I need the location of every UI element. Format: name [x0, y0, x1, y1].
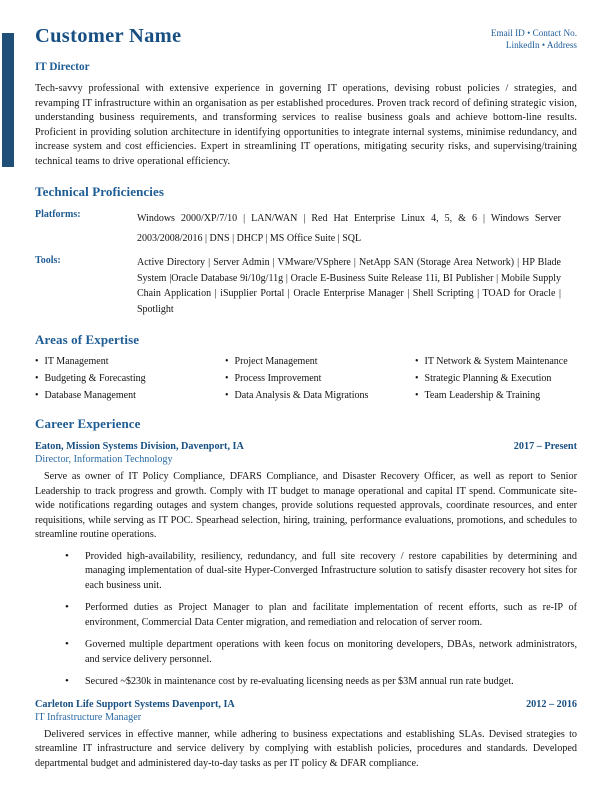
bullet-marker: •	[35, 373, 39, 384]
bullet-marker: •	[415, 390, 419, 401]
bullet-marker: •	[415, 356, 419, 367]
platforms-value: Windows 2000/XP/7/10 | LAN/WAN | Red Hat Enterprise Linux 4, 5, & 6 | Windows Server 2003/2008/2016 | DNS | DHCP | MS Office Suite | SQL	[137, 213, 561, 244]
bullet-marker: •	[225, 356, 229, 367]
resume-content	[35, 25, 577, 771]
job-position-title: Director, Information Technology	[35, 454, 173, 465]
job-summary: Serve as owner of IT Policy Compliance, DFARS Compliance, and Disaster Recovery Officer, as well as report to Senior Leadership to track progress and growth. Comply with IT budget to manage operational and capital IT spend. Communicate site-wide notifications regarding outages and system changes, provide solutions requested approvals, coordinate resources, and enter requisitions, while serving as IT POC. Spearhead selection, hiring, training, performance evaluations, promotions, and schedules to streamline routine operations.	[35, 471, 577, 540]
bullet-marker: •	[65, 549, 69, 562]
job-dates: 2017 – Present	[513, 441, 577, 452]
job-company: Eaton, Mission Systems Division, Davenport, IA	[35, 441, 244, 452]
job-header	[35, 441, 577, 452]
table-row	[35, 209, 577, 249]
list-item	[35, 356, 225, 367]
expertise-item-label: Process Improvement	[234, 373, 322, 384]
tools-label: Tools:	[35, 255, 61, 266]
list-item	[65, 601, 577, 630]
list-item	[65, 675, 577, 690]
contact-info	[491, 25, 577, 51]
expertise-item-label: Budgeting & Forecasting	[44, 373, 146, 384]
list-item	[35, 373, 225, 384]
job-dates: 2012 – 2016	[526, 698, 577, 710]
bullet-marker: •	[65, 675, 69, 687]
list-item	[225, 356, 415, 367]
bullet-marker: •	[65, 601, 69, 613]
list-item	[225, 373, 415, 384]
bullet-marker: •	[65, 638, 69, 650]
tools-value: Active Directory | Server Admin | VMware/VSphere | NetApp SAN (Storage Area Network) | HP Blade System |Oracle Database 9i/10g/11g | Oracle E-Business Suite Release 11i, BI Publisher | Mobile Supply Chain Application | iSupplier Portal | Oracle Enterprise Manager | Shell Scripting | TOAD for Oracle | Spotlight	[137, 257, 561, 315]
expertise-item-label: Data Analysis & Data Migrations	[234, 390, 369, 401]
achievement-text: Secured ~$230k in maintenance cost by re-evaluating licensing needs as per $3M annual run rate budget.	[85, 676, 514, 687]
job-summary: Delivered services in effective manner, while adhering to business expectations and establishing SLAs. Devised strategies to streamline IT infrastructure and service delivery by complying with establish policies, procedures and standards. Developed departmental budget and administered day-to-day tasks as per IT policy & DFAR compliance.	[35, 728, 577, 769]
section-heading-areas-of-expertise: Areas of Expertise	[35, 332, 140, 347]
professional-summary: Tech-savvy professional with extensive experience in governing IT operations, devising robust policies / strategies, and revamping IT infrastructure within an organisation as per established procedures. Proven track record of defining strategic vision, understanding business requirements, and transforming services to realise business goals and achieve bottom-line results. Proficient in providing solution architecture in identifying opportunities to integrate internal systems, minimise redundancy, and increase system and cost efficiencies. Expert in streamlining IT operations, mitigating security risks, and supervising/training technical teams to drive operational efficiency.	[35, 83, 577, 167]
job-company: Carleton Life Support Systems Davenport, IA	[35, 698, 235, 710]
contact-line-linkedin-address: LinkedIn • Address	[505, 39, 577, 50]
achievement-text: Provided high-availability, resiliency, redundancy, and full site recovery / restore capabilities by determining and managing implementation of dual-site Hyper-Converged Infrastructure solution to satisfy disaster recovery hot sites for each business unit.	[85, 550, 577, 591]
expertise-item-label: Database Management	[44, 390, 136, 401]
header	[35, 25, 577, 51]
table-row	[35, 255, 577, 317]
contact-line-email-phone: Email ID • Contact No.	[490, 28, 577, 38]
job-entry-eaton	[35, 441, 577, 690]
platforms-label: Platforms:	[35, 209, 81, 220]
list-item	[65, 638, 577, 667]
job-entry-carleton	[35, 699, 577, 772]
list-item	[415, 356, 577, 367]
achievement-text: Performed duties as Project Manager to plan and facilitate implementation of recent efforts, such as re-IP of environment, Commercial Data Center migration, and remediation and relocation of server room.	[85, 602, 577, 628]
achievement-text: Governed multiple department operations with keen focus on monitoring developers, DBAs, network administrators, and service delivery personnel.	[85, 639, 577, 665]
list-item	[35, 390, 225, 401]
job-header	[35, 699, 577, 710]
section-heading-career-experience: Career Experience	[35, 416, 141, 431]
list-item	[65, 550, 577, 594]
bullet-marker: •	[35, 390, 39, 401]
expertise-grid	[35, 356, 577, 401]
list-item	[225, 390, 415, 401]
expertise-item-label: IT Network & System Maintenance	[424, 356, 568, 367]
list-item	[415, 390, 577, 401]
bullet-marker: •	[35, 356, 39, 367]
job-position-title: IT Infrastructure Manager	[35, 711, 142, 723]
bullet-marker: •	[225, 390, 229, 401]
expertise-item-label: Strategic Planning & Execution	[424, 373, 552, 384]
job-achievements-list	[35, 550, 577, 690]
expertise-item-label: IT Management	[44, 356, 109, 367]
section-heading-technical-proficiencies: Technical Proficiencies	[35, 184, 165, 199]
expertise-item-label: Project Management	[234, 356, 318, 367]
expertise-item-label: Team Leadership & Training	[424, 390, 541, 401]
left-accent-bar	[2, 33, 14, 167]
technical-proficiencies-table	[35, 209, 577, 317]
bullet-marker: •	[415, 373, 419, 384]
bullet-marker: •	[225, 373, 229, 384]
candidate-name: Customer Name	[35, 25, 182, 47]
list-item	[415, 373, 577, 384]
candidate-job-title: IT Director	[35, 61, 90, 73]
